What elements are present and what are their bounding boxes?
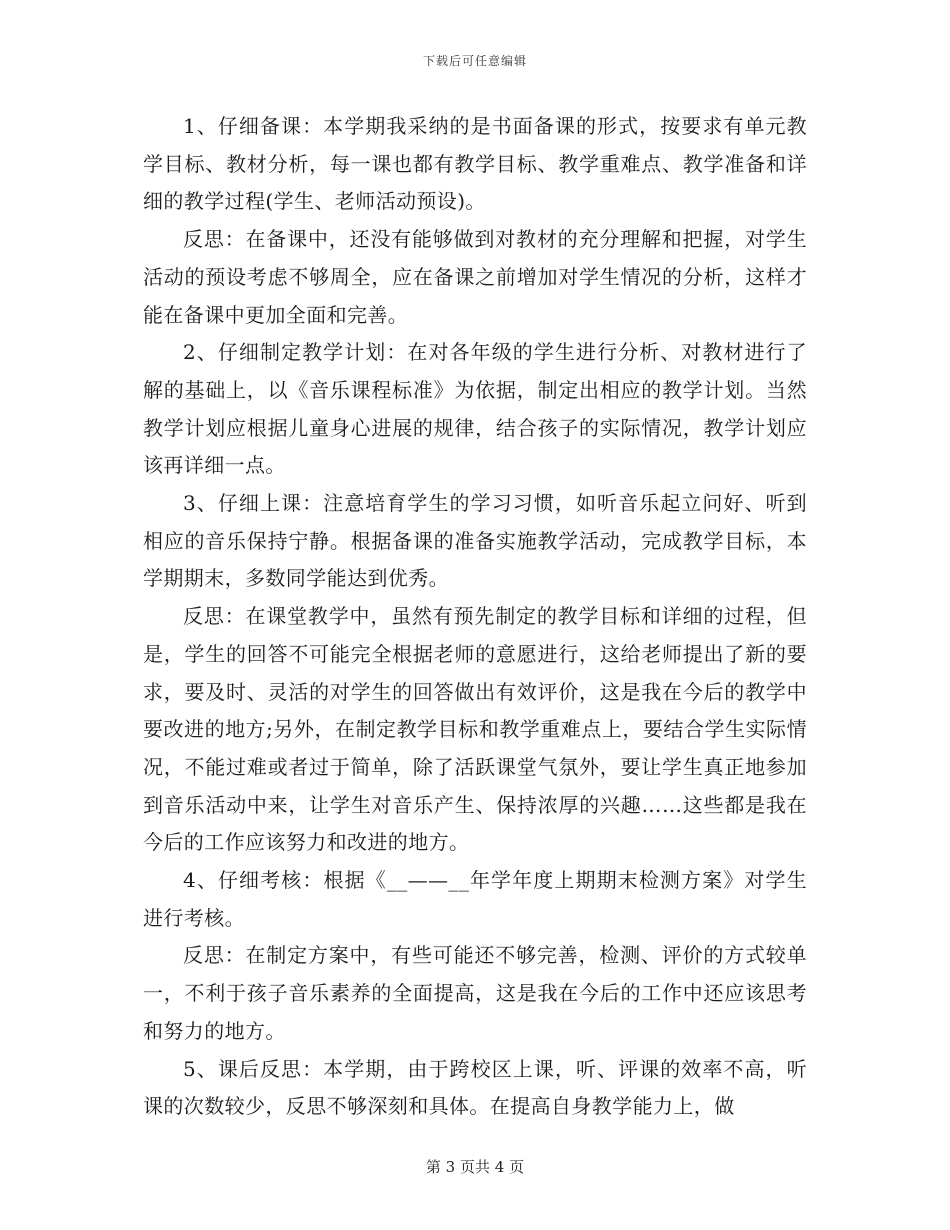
paragraph-teaching-plan: 2、仔细制定教学计划：在对各年级的学生进行分析、对教材进行了解的基础上，以《音乐课程标准》为依据，制定出相应的教学计划。当然教学计划应根据儿童身心进展的规律，结合孩子的实际情况，教学计划应该再详细一点。 bbox=[143, 340, 807, 478]
page-footer: 第 3 页共 4 页 bbox=[425, 1158, 525, 1176]
paragraph-lesson-prep: 1、仔细备课：本学期我采纳的是书面备课的形式，按要求有单元教学目标、教材分析，每一课也都有教学目标、教学重难点、教学准备和详细的教学过程(学生、老师活动预设)。 bbox=[143, 114, 807, 214]
paragraph-class-teaching: 3、仔细上课：注意培育学生的学习习惯，如听音乐起立问好、听到相应的音乐保持宁静。根据备课的准备实施教学活动，完成教学目标，本学期期末，多数同学能达到优秀。 bbox=[143, 491, 807, 591]
page-header: 下载后可任意编辑 bbox=[422, 54, 527, 68]
paragraph-assessment: 4、仔细考核：根据《__——__年学年度上期期末检测方案》对学生进行考核。 bbox=[143, 868, 807, 930]
paragraph-reflection-class: 反思：在课堂教学中，虽然有预先制定的教学目标和详细的过程，但是，学生的回答不可能完全根据老师的意愿进行，这给老师提出了新的要求，要及时、灵活的对学生的回答做出有效评价，这是我在今后的教学中要改进的地方;另外，在制定教学目标和教学重难点上，要结合学生实际情况，不能过难或者过于简单，除了活跃课堂气氛外，要让学生真正地参加到音乐活动中来，让学生对音乐产生、保持浓厚的兴趣……这些都是我在今后的工作应该努力和改进的地方。 bbox=[143, 604, 807, 855]
paragraph-reflection-assessment: 反思：在制定方案中，有些可能还不够完善，检测、评价的方式较单一，不利于孩子音乐素养的全面提高，这是我在今后的工作中还应该思考和努力的地方。 bbox=[143, 943, 807, 1043]
document-body bbox=[143, 108, 807, 1126]
paragraph-after-class-reflection: 5、课后反思：本学期，由于跨校区上课，听、评课的效率不高，听课的次数较少，反思不够深刻和具体。在提高自身教学能力上，做 bbox=[143, 1056, 807, 1119]
paragraph-reflection-lesson-prep: 反思：在备课中，还没有能够做到对教材的充分理解和把握，对学生活动的预设考虑不够周全，应在备课之前增加对学生情况的分析，这样才能在备课中更加全面和完善。 bbox=[143, 227, 807, 327]
